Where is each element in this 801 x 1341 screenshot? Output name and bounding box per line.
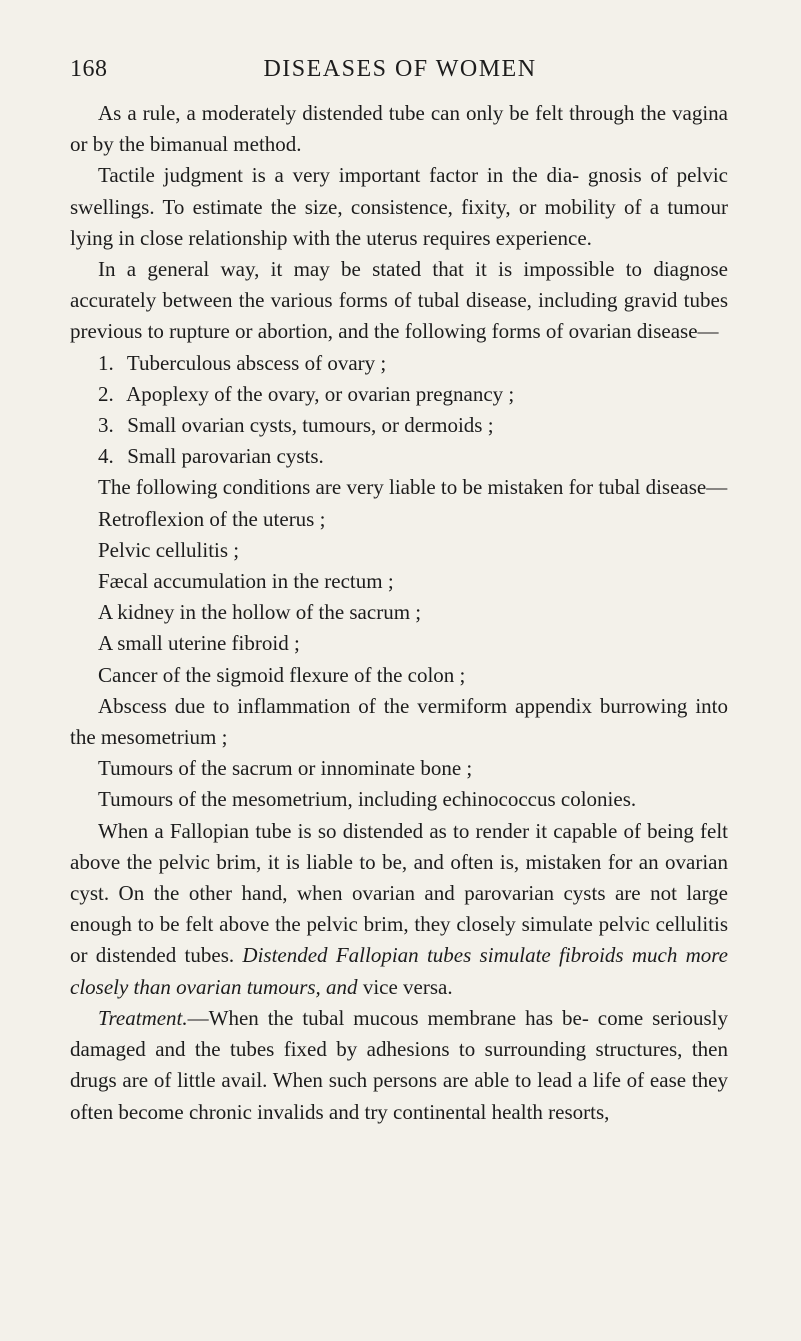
paragraph-text: vice versa.	[362, 974, 453, 999]
condition-item: Tumours of the mesometrium, including echinococcus colonies.	[98, 787, 637, 812]
condition-item: A kidney in the hollow of the sacrum ;	[98, 600, 422, 625]
condition-item: Fæcal accumulation in the rectum ;	[98, 569, 394, 594]
paragraph-text: When a Fallopian tube is so distended as to render it capable of being felt above the pelvic brim, it is liable to be, and often is, mistaken for an ovarian cyst. On the other hand, when ovarian and parovarian cysts are not large enough to be felt above the pelvic brim, they closely simulate pelvic cellulitis or distended tubes.	[70, 818, 728, 968]
paragraph: Tactile judgment is a very important factor in the dia- gnosis of pelvic swellings. To estimate the size, consistence, fixity, or mobility of a tumour lying in close relationship with the uterus requires experience.	[70, 163, 728, 250]
paragraph: In a general way, it may be stated that it is impossible to diagnose accurately between the various forms of tubal disease, including gravid tubes previous to rupture or abortion, and the following forms of ovarian disease—	[70, 257, 728, 344]
condition-item: A small uterine fibroid ;	[98, 631, 300, 656]
treatment-paragraph	[70, 1003, 728, 1128]
treatment-heading: Treatment.	[98, 1005, 188, 1030]
body-text	[70, 98, 728, 1128]
list-number: 2.	[98, 381, 114, 406]
ovarian-list-item	[70, 348, 728, 379]
list-text: Tuberculous abscess of ovary ;	[126, 350, 387, 375]
ovarian-list-item	[70, 410, 728, 441]
condition-item: Retroflexion of the uterus ;	[98, 506, 326, 531]
page-number: 168	[70, 56, 108, 82]
ovarian-list-item	[70, 441, 728, 472]
italic-text: Distended Fallopian tubes simulate fibroids much more closely than ovarian tumours, and	[70, 943, 728, 999]
paragraph: The following conditions are very liable to be mistaken for tubal disease—	[98, 475, 728, 500]
ovarian-list-item	[70, 379, 728, 410]
treatment-text: —When the tubal mucous membrane has be- come seriously damaged and the tubes fixed by adhesions to surrounding structures, then drugs are of little avail. When such persons are able to lead a life of ease they often become chronic invalids and try continental health resorts,	[70, 1005, 728, 1124]
condition-item: Cancer of the sigmoid flexure of the colon ;	[98, 662, 466, 687]
condition-item: Tumours of the sacrum or innominate bone ;	[98, 756, 473, 781]
paragraph: As a rule, a moderately distended tube can only be felt through the vagina or by the bimanual method.	[70, 101, 728, 157]
running-head	[70, 40, 730, 80]
list-number: 3.	[98, 413, 114, 438]
condition-item: Abscess due to inflammation of the vermiform appendix burrowing into the mesometrium ;	[70, 693, 728, 750]
list-text: Apoplexy of the ovary, or ovarian pregnancy ;	[126, 381, 515, 406]
paragraph	[70, 816, 728, 1003]
condition-item: Pelvic cellulitis ;	[98, 537, 240, 562]
list-number: 4.	[98, 444, 114, 469]
list-number: 1.	[98, 350, 114, 375]
running-title: DISEASES OF WOMEN	[263, 56, 537, 82]
list-text: Small parovarian cysts.	[127, 444, 324, 469]
list-text: Small ovarian cysts, tumours, or dermoids ;	[127, 413, 494, 438]
